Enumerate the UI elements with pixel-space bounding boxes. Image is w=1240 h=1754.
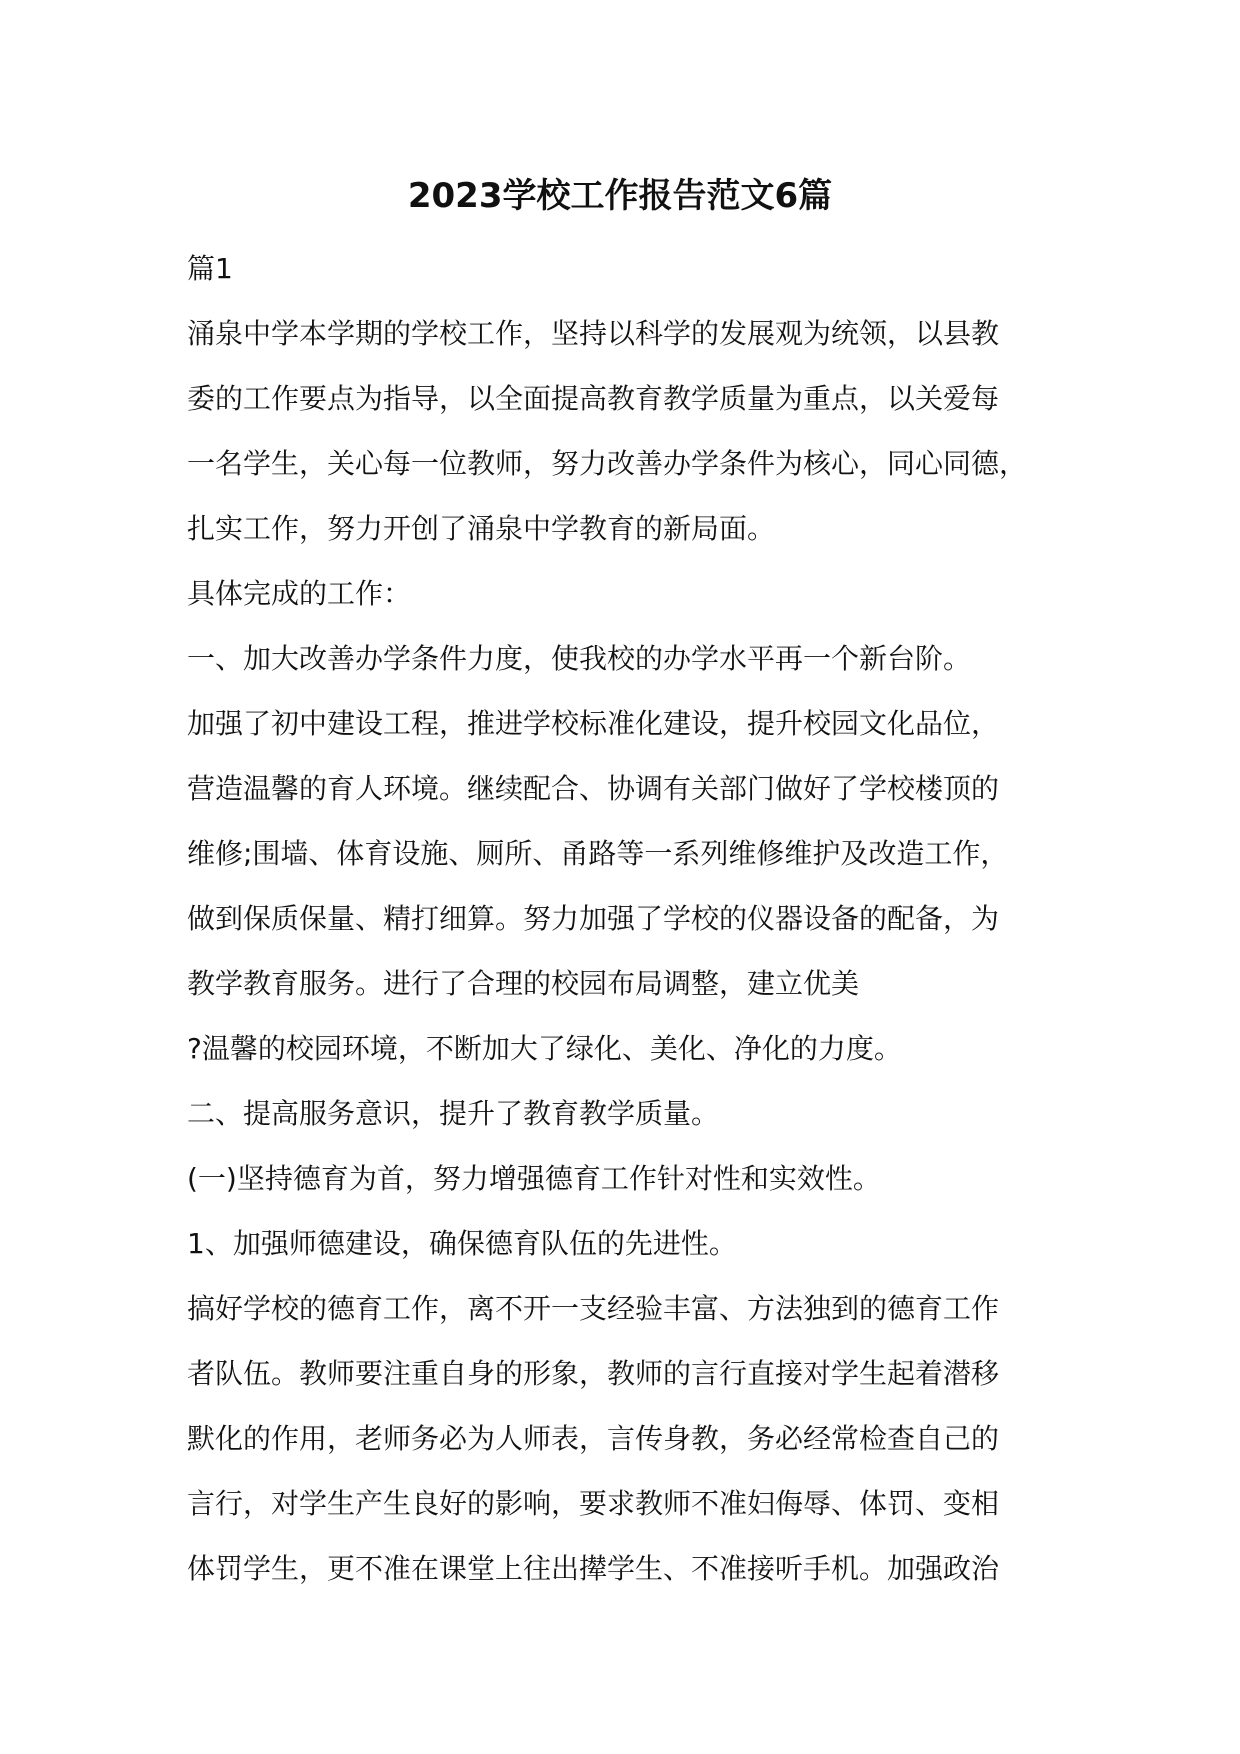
text-line: 篇1: [187, 252, 233, 285]
text-line: ?温馨的校园环境，不断加大了绿化、美化、净化的力度。: [187, 1032, 902, 1065]
text-line: 维修;围墙、体育设施、厕所、甬路等一系列维修维护及改造工作，: [187, 837, 1009, 870]
text-line: 涌泉中学本学期的学校工作，坚持以科学的发展观为统领，以县教: [187, 317, 1000, 350]
text-line: 1、加强师德建设，确保德育队伍的先进性。: [187, 1227, 737, 1260]
text-line: 默化的作用，老师务必为人师表，言传身教，务必经常检查自己的: [187, 1422, 1000, 1455]
text-line: 具体完成的工作：: [187, 577, 412, 610]
text-line: 体罚学生，更不准在课堂上往出撵学生、不准接听手机。加强政治: [187, 1552, 1000, 1585]
text-line: 言行，对学生产生良好的影响，要求教师不准妇侮辱、体罚、变相: [187, 1487, 1000, 1520]
text-line: 教学教育服务。进行了合理的校园布局调整，建立优美: [187, 967, 860, 1000]
text-line: 加强了初中建设工程，推进学校标准化建设，提升校园文化品位，: [187, 707, 1000, 740]
text-line: 扎实工作，努力开创了涌泉中学教育的新局面。: [187, 512, 776, 545]
text-line: 做到保质保量、精打细算。努力加强了学校的仪器设备的配备，为: [187, 902, 1000, 935]
document-body: [187, 236, 1087, 1601]
text-line: (一)坚持德育为首，努力增强德育工作针对性和实效性。: [187, 1162, 881, 1195]
text-line: 一、加大改善办学条件力度，使我校的办学水平再一个新台阶。: [187, 642, 972, 675]
text-line: 者队伍。教师要注重自身的形象，教师的言行直接对学生起着潜移: [187, 1357, 1000, 1390]
text-line: 二、提高服务意识，提升了教育教学质量。: [187, 1097, 720, 1130]
document-title: 2023学校工作报告范文6篇: [407, 176, 833, 216]
text-line: 一名学生，关心每一位教师，努力改善办学条件为核心，同心同德，: [187, 447, 1028, 480]
text-line: 搞好学校的德育工作，离不开一支经验丰富、方法独到的德育工作: [187, 1292, 1000, 1325]
text-line: 营造温馨的育人环境。继续配合、协调有关部门做好了学校楼顶的: [187, 772, 1000, 805]
text-line: 委的工作要点为指导，以全面提高教育教学质量为重点，以关爱每: [187, 382, 1000, 415]
